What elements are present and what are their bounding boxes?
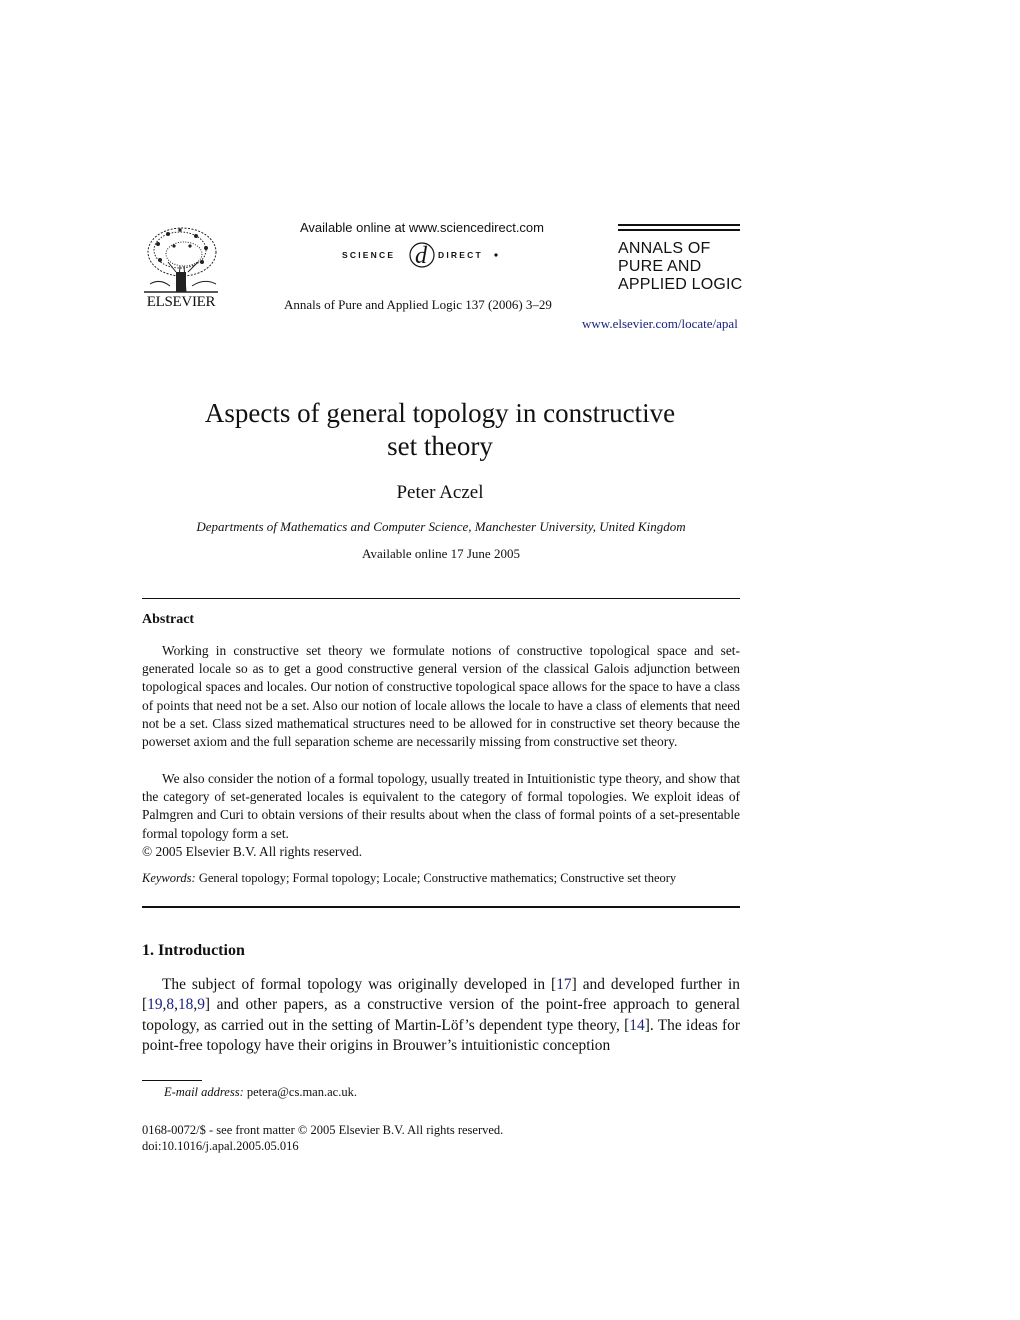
footnote-rule xyxy=(142,1080,202,1081)
elsevier-wordmark: ELSEVIER xyxy=(146,294,216,310)
citation-link[interactable]: 18 xyxy=(177,996,194,1014)
citation-separator: , xyxy=(174,996,178,1014)
abstract-top-rule xyxy=(142,598,740,599)
keywords xyxy=(142,871,676,886)
intro-text: The subject of formal topology was originally developed in [ xyxy=(162,976,557,993)
title-line-1: Aspects of general topology in constructive xyxy=(204,398,676,428)
author-name: Peter Aczel xyxy=(396,482,484,503)
journal-title-logo xyxy=(618,240,742,294)
section-heading: 1. Introduction xyxy=(142,942,245,959)
journal-title-line: APPLIED LOGIC xyxy=(618,276,743,293)
citation-link[interactable]: 9 xyxy=(197,996,205,1014)
abstract-paragraph-2: We also consider the notion of a formal topology, usually treated in Intuitionistic type theory, and show that the category of set-generated locales is equivalent to the category of formal topologies. We exploit ideas of Palmgren and Curi to obtain versions of their results about when the class of formal points of a set-presentable formal topology form a set. xyxy=(142,771,740,841)
available-online-text: Available online at www.sciencedirect.com xyxy=(300,220,544,235)
sd-right-word: DIRECT xyxy=(438,250,483,260)
keywords-label: Keywords: xyxy=(142,871,196,885)
intro-text: ] and other papers, as a constructive version of the point-free approach to general topology, as carried out in the setting of Martin-Löf’s dependent type theory, [ xyxy=(142,996,740,1034)
intro-text: ]. The ideas for point-free topology have their origins in Brouwer’s intuitionistic conception xyxy=(142,1016,741,1054)
abstract-bottom-rule xyxy=(142,906,740,908)
citation-link[interactable]: 8 xyxy=(166,996,175,1014)
journal-logo-rules xyxy=(618,224,740,234)
keywords-list: General topology; Formal topology; Locale; Constructive mathematics; Constructive set theory xyxy=(198,871,677,885)
available-date: Available online 17 June 2005 xyxy=(362,546,520,561)
citation-link[interactable]: 19 xyxy=(147,996,163,1014)
abstract-paragraph-1: Working in constructive set theory we formulate notions of constructive topological space and set-generated locale so as to get a good constructive general version of the classical Galois adjunction between topological spaces and locales. Our notion of constructive topological space allows for the space to have a class of points that need not be a set. Also our notion of locale allows the locale to have a class of elements that need not be a set. Class sized mathematical structures need to be allowed for in constructive set theory because the powerset axiom and the full separation scheme are necessarily missing from constructive set theory. xyxy=(142,643,740,750)
sciencedirect-logo xyxy=(342,240,502,274)
intro-paragraph xyxy=(142,975,740,1056)
footnote-email xyxy=(164,1085,357,1100)
citation-separator: , xyxy=(193,996,198,1014)
doi-line[interactable]: doi:10.1016/j.apal.2005.05.016 xyxy=(142,1139,299,1153)
sd-mark: d xyxy=(415,243,427,269)
intro-text: ] and developed further in [ xyxy=(142,976,741,1014)
journal-citation: Annals of Pure and Applied Logic 137 (2006) 3–29 xyxy=(284,297,552,312)
abstract-heading: Abstract xyxy=(142,612,195,627)
email-address[interactable]: petera@cs.man.ac.uk. xyxy=(246,1085,357,1099)
title-line-2: set theory xyxy=(387,431,493,461)
abstract-copyright: © 2005 Elsevier B.V. All rights reserved. xyxy=(142,844,363,859)
journal-url-link[interactable]: www.elsevier.com/locate/apal xyxy=(582,316,738,331)
citation-link[interactable]: 17 xyxy=(556,976,572,993)
issn-line: 0168-0072/$ - see front matter © 2005 Elsevier B.V. All rights reserved. xyxy=(142,1123,504,1137)
journal-title-line: PURE AND xyxy=(618,258,702,275)
citation-separator: , xyxy=(162,996,167,1014)
email-label: E-mail address: xyxy=(164,1085,244,1099)
sd-left-word: SCIENCE xyxy=(342,250,396,260)
citation-link[interactable]: 14 xyxy=(629,1016,645,1034)
author-affiliation: Departments of Mathematics and Computer Science, Manchester University, United Kingdom xyxy=(196,519,686,534)
paper-title xyxy=(160,397,720,463)
journal-title-line: ANNALS OF xyxy=(618,240,711,257)
